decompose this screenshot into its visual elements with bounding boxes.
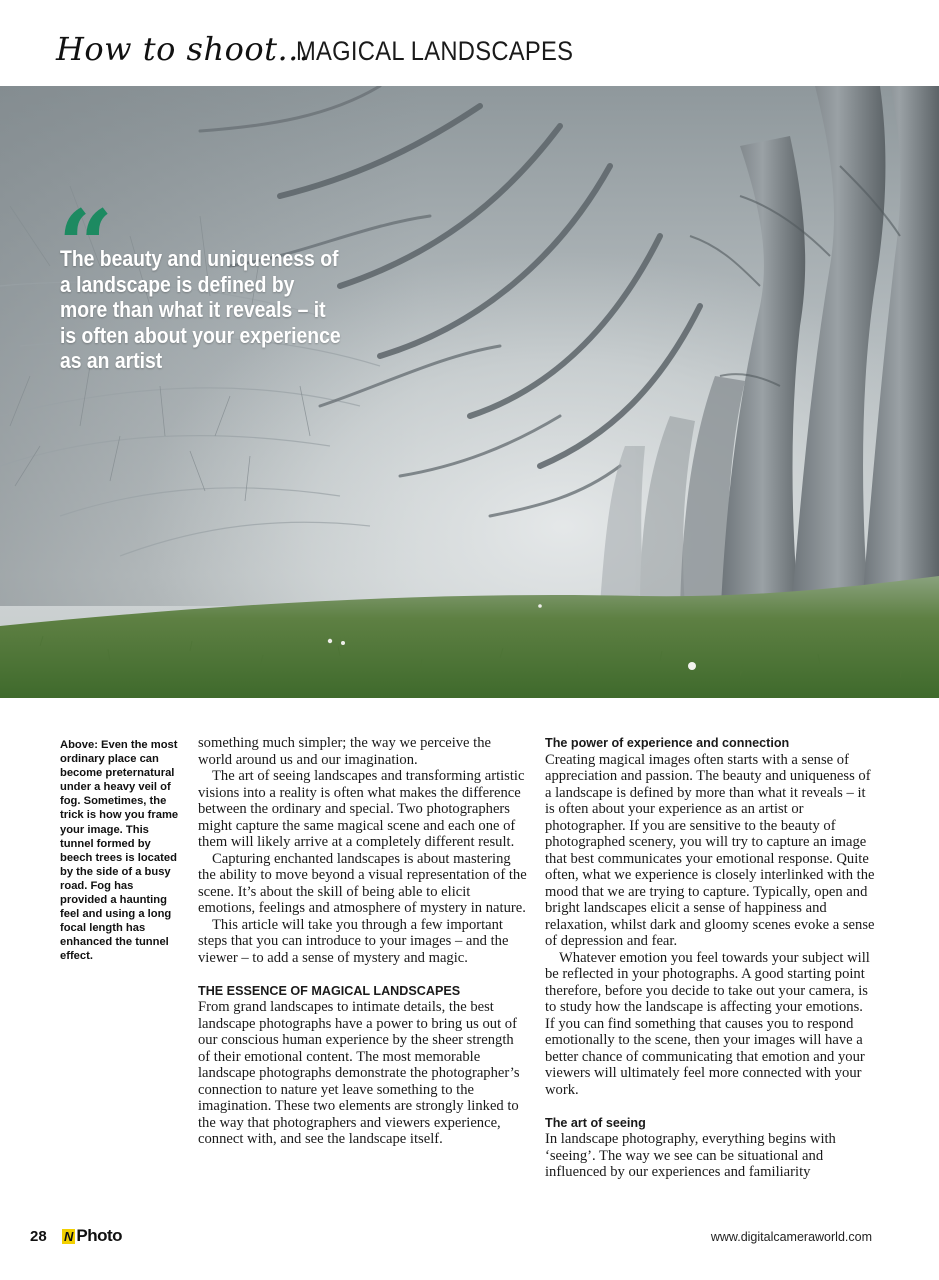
paragraph: something much simpler; the way we perceive the world around us and our imagination. bbox=[198, 735, 492, 768]
foggy-beech-tunnel-image bbox=[0, 86, 939, 698]
section-heading: The power of experience and connection bbox=[545, 736, 790, 750]
hero-photo bbox=[0, 86, 939, 698]
text-column-2 bbox=[545, 735, 875, 1181]
page-header bbox=[0, 0, 939, 86]
paragraph: From grand landscapes to intimate details, the best landscape photographs have a power to bring us out of our conscious human experience by the sheer strength of their emotional content. The most memorable landscape photographs demonstrate the photographer’s connection to nature yet leave something to the imagination. These two elements are strongly linked to the way that photographers and viewers experience, connect with, and see the landscape itself. bbox=[198, 999, 520, 1147]
paragraph: Whatever emotion you feel towards your subject will be reflected in your photographs. A good starting point therefore, before you decide to take out your camera, is to study how the landscape is affecting your emotions. If you can find something that causes you to respond emotionally to the scene, then your images will have a better chance of communicating that emotion and your viewers will ultimately feel more connected with your work. bbox=[545, 949, 870, 1098]
section-heading: The art of seeing bbox=[545, 1115, 646, 1130]
paragraph: Capturing enchanted landscapes is about mastering the ability to move beyond a visual representation of the scene. It’s about the skill of being able to elicit emotions, feelings and atmosphere of mystery in nature. bbox=[198, 850, 527, 916]
website-url: www.digitalcameraworld.com bbox=[710, 1230, 872, 1244]
magazine-logo bbox=[62, 1227, 122, 1245]
article-headline: MAGICAL LANDSCAPES bbox=[296, 36, 574, 66]
page-number: 28 bbox=[30, 1228, 47, 1245]
paragraph: Creating magical images often starts with a sense of appreciation and passion. The beauty and uniqueness of a landscape is defined by more than what it reveals – it is often about your experience as an artist or photographer. If you are sensitive to the beauty of photographed scenery, you will try to capture an image that best communicates your emotional response. Quite often, what we experience is closely interlinked with the mood that we are trying to capture. Typically, open and bright landscapes elicit a sense of happiness and relaxation, whilst dark and gloomy scenes evoke a sense of depression and fear. bbox=[545, 751, 875, 949]
logo-n-badge: N bbox=[64, 1228, 74, 1244]
paragraph: The art of seeing landscapes and transforming artistic visions into a reality is often what makes the difference between the ordinary and special. Two photographers might capture the same magical scene and each one of them will likely arrive at a completely different result. bbox=[198, 768, 525, 850]
paragraph: This article will take you through a few important steps that you can introduce to your images – and the viewer – to add a sense of mystery and magic. bbox=[198, 916, 509, 966]
text-column-1 bbox=[198, 735, 528, 1148]
section-kicker: How to shoot... bbox=[56, 30, 310, 68]
section-heading: THE ESSENCE OF MAGICAL LANDSCAPES bbox=[198, 983, 461, 998]
logo-text: Photo bbox=[76, 1226, 123, 1245]
pull-quote: The beauty and uniqueness of a landscape is defined by more than what it reveals – it is often about your experience as an artist bbox=[60, 246, 341, 373]
photo-caption: Above: Even the most ordinary place can become preternatural under a heavy veil of fog. Sometimes, the trick is how you frame your image. This tunnel formed by beech trees is located by the side of a busy road. Fog has provided a haunting feel and using a long focal length has enhanced the tunnel effect. bbox=[60, 739, 179, 963]
paragraph: In landscape photography, everything begins with ‘seeing’. The way we see can be situational and influenced by our experiences and familiarity bbox=[545, 1131, 836, 1180]
quote-mark-icon: “ bbox=[58, 189, 114, 302]
